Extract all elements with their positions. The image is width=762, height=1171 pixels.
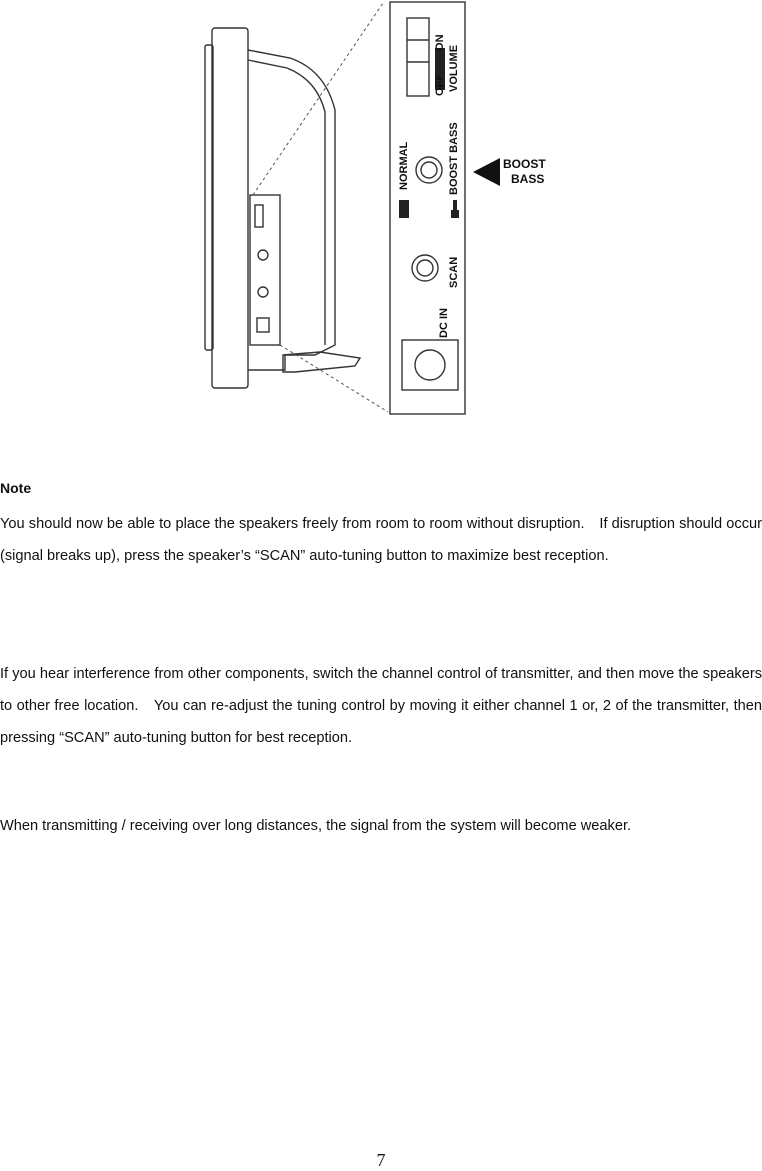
label-boost-bass: BOOST BASS (448, 122, 460, 195)
page-number: 7 (376, 1150, 386, 1170)
callout-bass: BASS (511, 172, 545, 186)
projection-line-bottom (280, 345, 388, 412)
note-heading: Note (0, 480, 32, 496)
speaker-front-panel (212, 28, 248, 388)
speaker-control-panel-diagram (195, 0, 575, 420)
note-paragraph-2: If you hear interference from other components, switch the channel control of transmitter, and then move the speakers to other free location. You can re-adjust the tuning control by moving it either channel 1 or, 2 of the transmitter, then pressing “SCAN” auto-tuning button for best reception. (0, 666, 762, 746)
note-paragraph-1: You should now be able to place the speakers freely from room to room without disruption. If disruption should occur (signal breaks up), press the speaker’s “SCAN” auto-tuning button to maximize best reception. (0, 516, 762, 564)
scan-button (412, 255, 438, 281)
label-off-on: OFF ON (434, 34, 446, 96)
boost-bass-arrow-icon (473, 158, 500, 186)
label-normal: NORMAL (398, 141, 410, 190)
label-scan: SCAN (448, 256, 460, 288)
label-dc-in: DC IN (438, 308, 450, 338)
speaker-body-outline (248, 50, 335, 370)
note-paragraph-3: When transmitting / receiving over long distances, the signal from the system will become weaker. (0, 818, 632, 834)
dc-in-jack (402, 340, 458, 390)
volume-slider (407, 18, 429, 96)
projection-line-top (253, 3, 383, 195)
callout-boost: BOOST (503, 157, 546, 171)
boost-bass-button (416, 157, 442, 183)
label-volume: VOLUME (448, 44, 460, 92)
